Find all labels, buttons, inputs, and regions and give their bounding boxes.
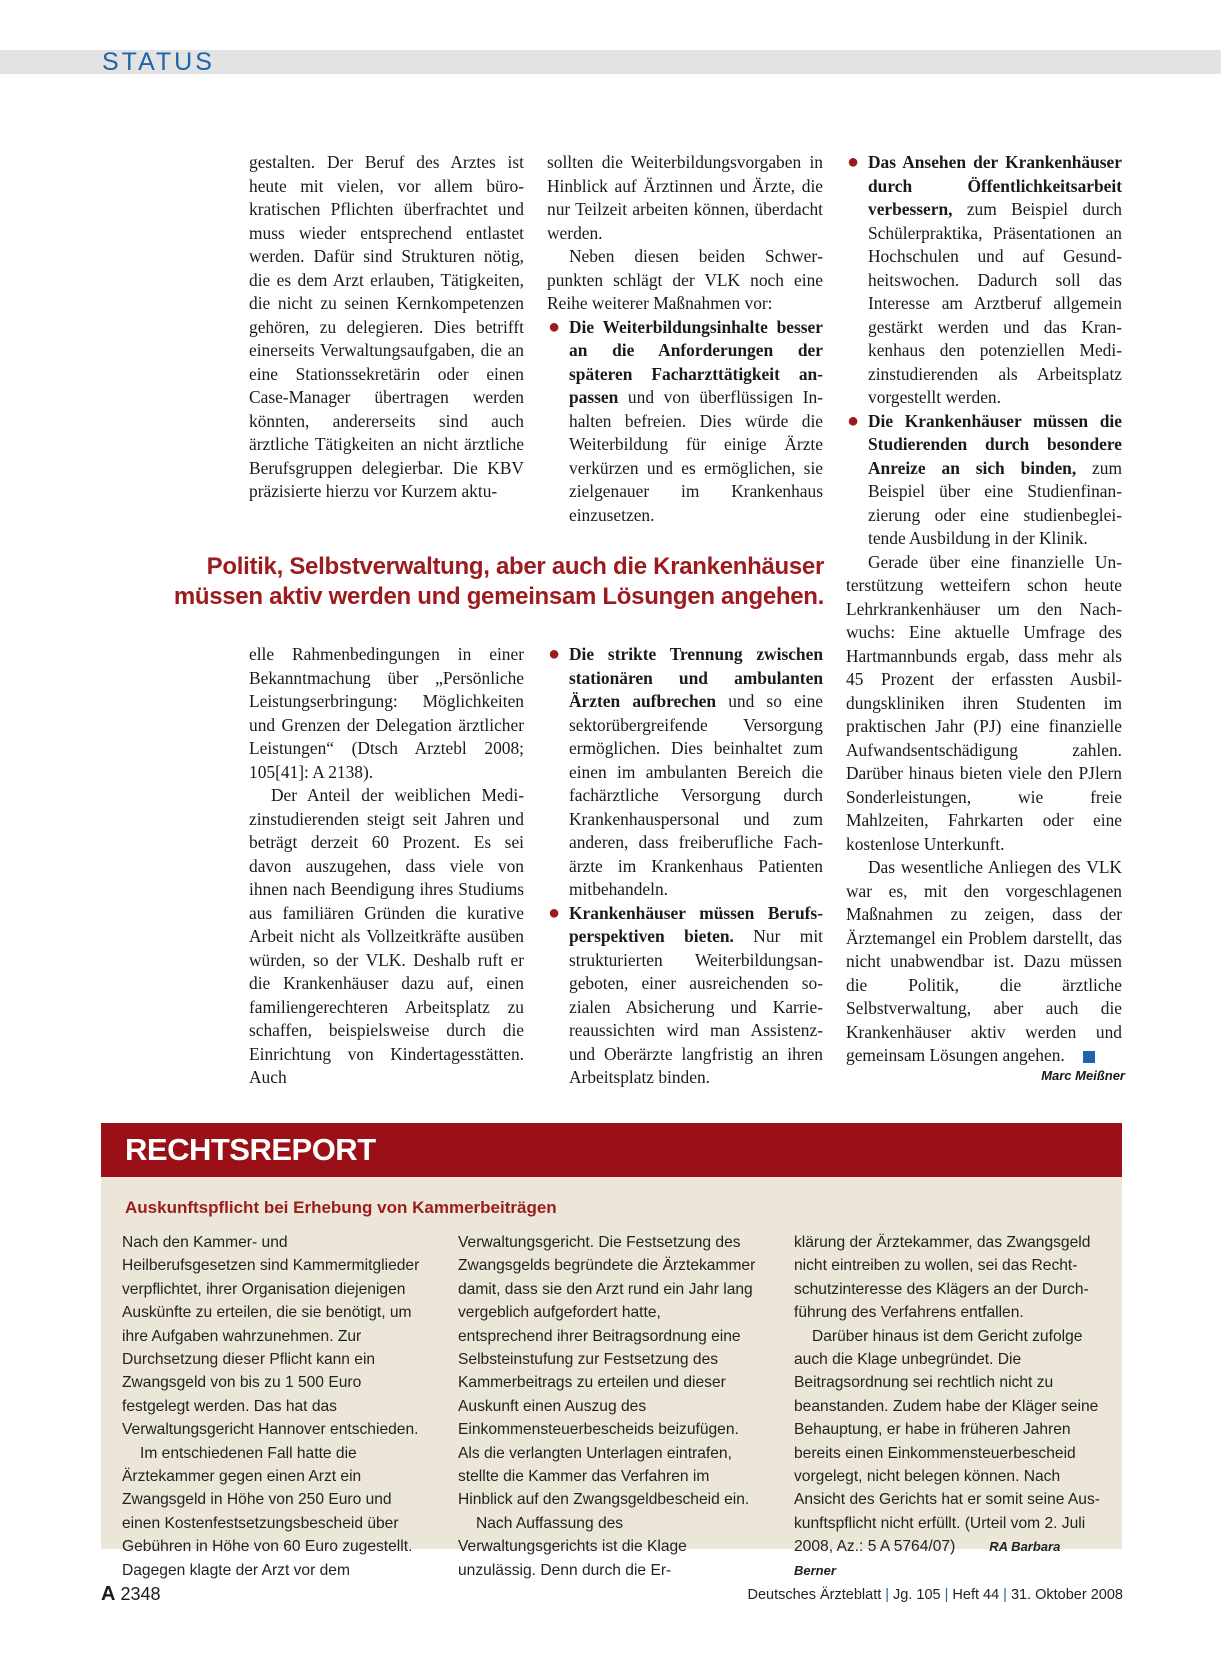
- bullet-bold: Die strikte Trennung zwischen stationären und ambulanten Ärzten aufbrechen: [569, 644, 823, 711]
- paragraph: Verwaltungsgericht. Die Festsetzung des Zwangsgelds begründete die Ärztekammer damit, dass sie den Arzt rund ein Jahr lang vergeblich aufgefordert hatte, entsprechend ihrer Beitragsordnung eine Selbsteinstufung zur Festsetzung des Kammerbeitrags zu erteilen und dieser Auskunft einen Auszug des Einkommensteuerbescheids beizufügen. Als die verlangten Unterlagen eintrafen, stellte die Kammer das Verfahren im Hinblick auf den Zwangsgeldbescheid ein.: [458, 1234, 756, 1509]
- rechtsreport-header: [101, 1123, 1122, 1177]
- page-number: [101, 1583, 161, 1605]
- paragraph: Neben diesen beiden Schwerpunkten schlägt der VLK noch eine Reihe weiterer Maßnahmen vor:: [547, 246, 823, 313]
- paragraph: sollten die Weiterbildungsvorgaben in Hinblick auf Ärztinnen und Ärzte, die nur Teilzeit arbeiten können, überdacht werden.: [547, 152, 823, 243]
- article-col1-top: [249, 151, 524, 504]
- paragraph: Nach den Kammer- und Heilberufsgesetzen sind Kammermitglieder verpflichtet, ihrer Organisation diejenigen Auskünfte zu erteilen, die sie benötigt, um ihre Aufgaben wahrzunehmen. Zur Durchsetzung dieser Pflicht kann ein Zwangsgeld von bis zu 1 500 Euro festgelegt werden. Das hat das Verwaltungsgericht Hannover entschieden.: [122, 1234, 420, 1439]
- report-col1: [122, 1231, 422, 1582]
- paragraph: Nach Auffassung des Verwaltungsgerichts ist die Klage unzulässig. Denn durch die Er-: [458, 1514, 687, 1579]
- page-number-value: 2348: [120, 1584, 161, 1604]
- bullet-item: [547, 316, 823, 528]
- paragraph: Der Anteil der weiblichen Medizinstudierenden steigt seit Jahren und beträgt derzeit 60 Prozent. Es sei davon auszugehen, dass viele von ihnen nach Beendigung ihres Studiums aus familiären Gründen die kurative Arbeit nicht als Vollzeitkräfte ausüben würden, so der VLK. Deshalb ruft er die Krankenhäuser dazu auf, einen familiengerechteren Arbeitsplatz zu schaffen, beispielsweise durch die Einrichtung von Kindertagesstätten. Auch: [249, 785, 524, 1087]
- journal-issue: Heft 44: [952, 1587, 1000, 1603]
- bullet-icon: ●: [548, 643, 561, 665]
- separator: |: [944, 1587, 949, 1603]
- paragraph: Gerade über eine finanzielle Unterstützung wetteifern schon heute Lehrkrankenhäuser um den Nachwuchs: Eine aktuelle Umfrage des Hartmannbunds ergab, dass mehr als 45 Prozent der erfassten Ausbildungskliniken ihren Studenten im praktischen Jahr (PJ) eine finanzielle Aufwandsentschädigung zahlen. Darüber hinaus bieten viele den PJlern Sonderleistungen, wie freie Mahlzeiten, Fahrkarten oder eine kostenlose Unterkunft.: [846, 551, 1122, 854]
- bullet-text: und von überflüssigen Inhalten befreien. Dies würde die Weiterbildung für einige Ärzte verkürzen und es ermöglichen, sie zielgenauer im Krankenhaus einzusetzen.: [569, 387, 823, 525]
- paragraph-text: Das wesentliche Anliegen des VLK war es, mit den vorgeschlagenen Maßnahmen zu zeigen, dass der Ärztemangel ein Problem darstellt, das nicht unabwendbar ist. Dazu müssen die Politik, die ärztliche Selbstverwaltung, aber auch die Krankenhäuser aktiv werden und gemeinsam Lösungen angehen.: [846, 857, 1122, 1065]
- article-col1-bottom: [249, 643, 524, 1090]
- bullet-bold: Das Ansehen der Krankenhäuser durch Öffentlichkeitsarbeit verbessern,: [868, 152, 1122, 219]
- paragraph: klärung der Ärztekammer, das Zwangsgeld nicht eintreiben zu wollen, sei das Rechtschutzinteresse des Klägers an der Durchführung des Verfahrens entfallen.: [794, 1234, 1091, 1322]
- paragraph: Im entschiedenen Fall hatte die Ärztekammer gegen einen Arzt ein Zwangsgeld in Höhe von 250 Euro und einen Kostenfestsetzungsbescheid über Gebühren in Höhe von 60 Euro zugestellt. Dagegen klagte der Arzt vor dem: [122, 1444, 413, 1579]
- bullet-item: [846, 410, 1122, 551]
- report-col2: [458, 1231, 758, 1582]
- bullet-icon: ●: [548, 901, 561, 924]
- separator: |: [885, 1587, 890, 1603]
- article-author: Marc Meißner: [1041, 1068, 1125, 1083]
- bullet-text: Nur mit strukturierten Weiterbildungsangeboten, einer ausreichenden sozialen Absicherung und Karriereaussichten wird man Assistenz- und Oberärzte langfristig an ihren Arbeitsplatz binden.: [569, 926, 823, 1087]
- bullet-icon: ●: [847, 409, 860, 432]
- rechtsreport-subtitle: Auskunftspflicht bei Erhebung von Kammerbeiträgen: [125, 1198, 557, 1217]
- separator: |: [1003, 1587, 1007, 1603]
- bullet-text: und so eine sektorübergreifende Versorgung ermöglichen. Dies beinhaltet zum einen im ambulanten Bereich die fachärztliche Versorgung durch Krankenhauspersonal und zum anderen, dass freiberufliche Fachärzte im Krankenhaus Patienten mitbehandeln.: [569, 691, 823, 899]
- section-label: STATUS: [102, 48, 215, 76]
- paragraph: gestalten. Der Beruf des Arztes ist heute mit vielen, vor allem bürokratischen Pflichten überfrachtet und muss wieder entsprechend entlastet werden. Dafür sind Strukturen nötig, die es dem Arzt erlauben, Tätigkeiten, die nicht zu seinen Kernkompetenzen gehören, zu delegieren. Dies betrifft einerseits Verwaltungsaufgaben, die an eine Stationssekretärin oder einen Case-Manager übertragen werden könnten, andererseits sind auch ärztliche Tätigkeiten an nicht ärztliche Berufsgruppen delegierbar. Die KBV präzisierte hierzu vor Kurzem aktu-: [249, 152, 524, 501]
- paragraph: elle Rahmenbedingungen in einer Bekanntmachung über „Persönliche Leistungserbringung: Möglichkeiten und Grenzen der Delegation ärztlicher Leistungen“ (Dtsch Arztebl 2008; 105[41]: A 2138).: [249, 644, 524, 782]
- paragraph-text: Darüber hinaus ist dem Gericht zufolge auch die Klage unbegründet. Die Beitragsordnung sei rechtlich nicht zu beanstanden. Zudem habe der Kläger seine Behauptung, er habe in früheren Jahren bereits einen Einkommensteuerbescheid vorgelegt, nicht belegen können. Nach Ansicht des Gerichts hat er somit seine Auskunftspflicht nicht erfüllt. (Urteil vom 2. Juli 2008, Az.: 5 A 5764/07): [794, 1327, 1100, 1556]
- journal-name: Deutsches Ärzteblatt: [747, 1587, 882, 1603]
- report-author: RA Barbara Berner: [794, 1539, 1061, 1578]
- article-col2-bottom: [547, 643, 823, 1090]
- journal-info: [747, 1585, 1123, 1605]
- bullet-bold: Die Krankenhäuser müssen die Studierenden durch besondere Anreize an sich binden,: [868, 410, 1122, 478]
- pull-quote: [148, 552, 824, 612]
- journal-volume: Jg. 105: [893, 1587, 941, 1603]
- end-mark-icon: [1083, 1051, 1095, 1063]
- journal-date: 31. Oktober 2008: [1010, 1587, 1123, 1603]
- bullet-item: [846, 151, 1122, 410]
- page-prefix: A: [101, 1583, 116, 1605]
- rechtsreport-title: RECHTSREPORT: [125, 1132, 376, 1167]
- pull-quote-line: Politik, Selbstverwaltung, aber auch die Krankenhäuser: [206, 553, 824, 580]
- rechtsreport-box: [101, 1123, 1122, 1579]
- bullet-text: zum Beispiel über eine Studienfinanzierung oder eine studienbegleitende Ausbildung in der Klinik.: [868, 457, 1122, 548]
- bullet-bold: Krankenhäuser müssen Berufsperspektiven bieten.: [569, 902, 823, 946]
- bullet-item: [547, 902, 823, 1090]
- bullet-item: [547, 643, 823, 902]
- paragraph: [846, 856, 1122, 1068]
- bullet-text: zum Beispiel durch Schülerpraktika, Präsentationen an Hochschulen und auf Gesundheitswochen. Dadurch soll das Interesse am Arztberuf allgemein gestärkt werden und das Krankenhaus den potenziellen Medizinstudierenden als Arbeitsplatz vorgestellt werden.: [868, 199, 1122, 407]
- paragraph: [794, 1325, 1100, 1582]
- bullet-bold: Die Weiterbildungsinhalte besser an die Anforderungen der späteren Facharzttätigkeit anpassen: [569, 316, 823, 407]
- article-col3: [846, 151, 1122, 1068]
- bullet-icon: ●: [548, 315, 561, 338]
- report-col3: [794, 1231, 1100, 1582]
- bullet-icon: ●: [847, 151, 860, 173]
- pull-quote-line: müssen aktiv werden und gemeinsam Lösungen angehen.: [173, 583, 824, 610]
- article-col2-top: [547, 151, 823, 527]
